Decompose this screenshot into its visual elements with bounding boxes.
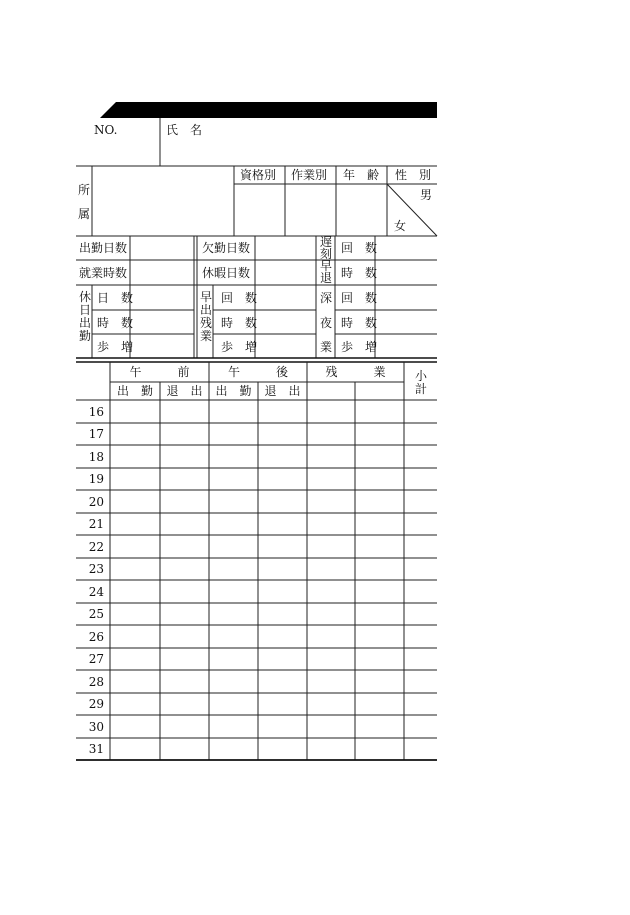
late-hours-label: 時 数 <box>341 266 378 280</box>
early-count-label: 回 数 <box>221 291 258 305</box>
female-label: 女 <box>394 219 407 233</box>
day-number: 21 <box>88 517 104 531</box>
sex-header: 性 別 <box>395 168 432 182</box>
affiliation-label-2: 属 <box>78 207 91 221</box>
day-number: 26 <box>88 630 104 644</box>
overtime-header: 残 業 <box>325 365 386 379</box>
subtotal-header: 小計 <box>414 369 427 396</box>
pm-out-header: 退 出 <box>264 384 301 398</box>
holiday-days-label: 日 数 <box>97 291 134 305</box>
pm-header: 午 後 <box>227 365 288 379</box>
night-label-2: 夜 <box>320 316 333 330</box>
am-out-header: 退 出 <box>166 384 203 398</box>
night-bonus-label: 歩 増 <box>341 340 378 354</box>
night-count-label: 回 数 <box>341 291 378 305</box>
day-number: 16 <box>88 405 104 419</box>
am-header: 午 前 <box>129 365 190 379</box>
night-label-3: 業 <box>320 340 333 354</box>
male-label: 男 <box>420 188 433 202</box>
holiday-hours-label: 時 数 <box>97 316 134 330</box>
day-number: 18 <box>88 450 104 464</box>
qualification-header: 資格別 <box>240 168 277 182</box>
day-number: 22 <box>88 540 104 554</box>
day-number: 19 <box>88 472 104 486</box>
early-bonus-label: 歩 増 <box>221 340 258 354</box>
night-label-1: 深 <box>320 291 333 305</box>
day-number: 20 <box>88 495 104 509</box>
leave-days-label: 休暇日数 <box>202 266 251 280</box>
name-label: 氏 名 <box>166 123 203 137</box>
work-type-header: 作業別 <box>291 168 328 182</box>
absence-days-label: 欠勤日数 <box>202 241 251 255</box>
holiday-bonus-label: 歩 増 <box>97 340 134 354</box>
early-overtime-label: 早出残業 <box>199 290 212 343</box>
day-number: 29 <box>88 697 104 711</box>
late-early-label: 遅刻早退 <box>319 235 332 285</box>
work-hours-label: 就業時数 <box>79 266 128 280</box>
day-number: 17 <box>88 427 104 441</box>
no-label: NO. <box>94 123 118 137</box>
age-header: 年 齢 <box>343 168 380 182</box>
pm-in-header: 出 勤 <box>215 384 252 398</box>
affiliation-label-1: 所 <box>78 183 91 197</box>
am-in-header: 出 勤 <box>116 384 153 398</box>
work-days-label: 出勤日数 <box>79 241 128 255</box>
day-number: 31 <box>88 742 104 756</box>
day-number: 27 <box>88 652 104 666</box>
holiday-work-label: 休日出勤 <box>78 290 91 343</box>
early-hours-label: 時 数 <box>221 316 258 330</box>
day-number: 24 <box>88 585 104 599</box>
day-number: 28 <box>88 675 104 689</box>
day-number: 30 <box>88 720 104 734</box>
night-hours-label: 時 数 <box>341 316 378 330</box>
day-number: 25 <box>88 607 104 621</box>
day-number: 23 <box>88 562 104 576</box>
late-count-label: 回 数 <box>341 241 378 255</box>
